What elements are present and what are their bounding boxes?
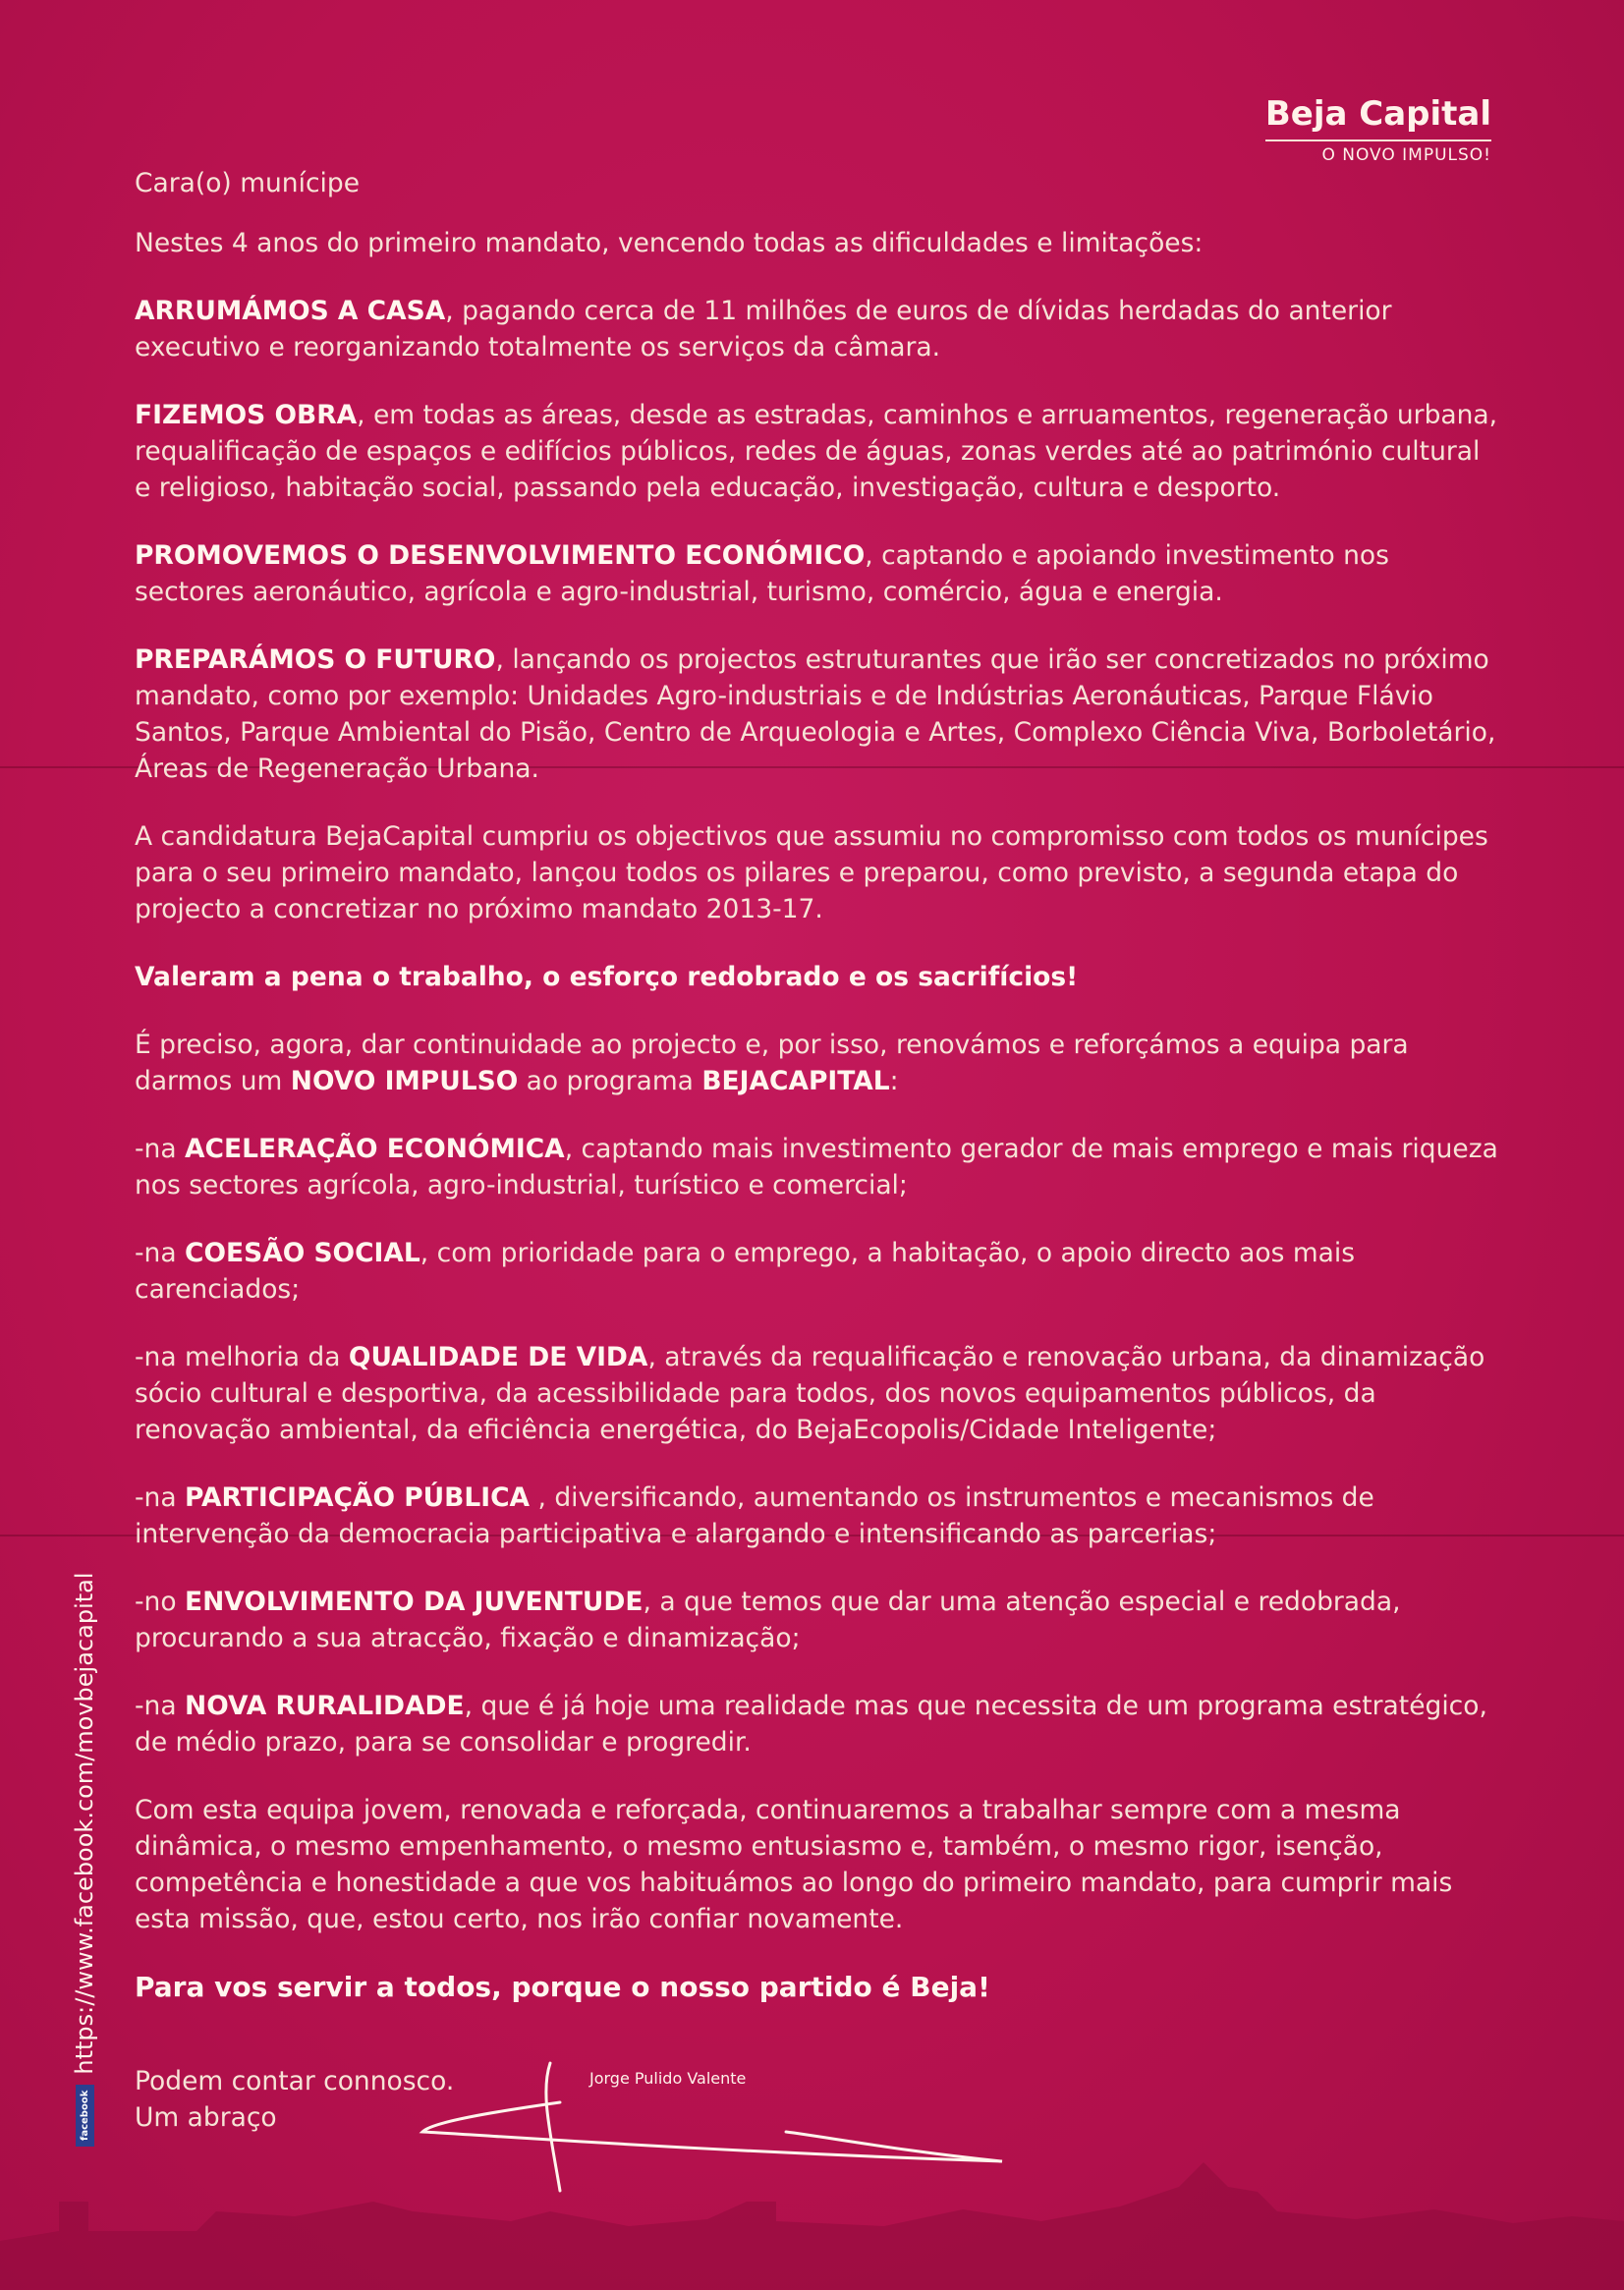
text-futuro: , lançando os projectos estruturantes que irão ser concretizados no próximo mandato, como por exemplo: Unidades Agro-industriais e de Indústrias Aeronáuticas, Parque Flávio Santos, Parque Ambiental do Pisão, Centro de Arqueologia e Artes, Complexo Ciência Viva, Borboletário, Áreas de Regeneração Urbana. xyxy=(135,644,1496,784)
heading-juventude: ENVOLVIMENTO DA JUVENTUDE xyxy=(185,1587,644,1617)
paragraph-futuro xyxy=(135,642,1500,787)
text-continuidade-c: ao programa xyxy=(518,1066,702,1096)
text-coesao: , com prioridade para o emprego, a habitação, o apoio directo aos mais carenciados; xyxy=(135,1238,1356,1305)
heading-coesao: COESÃO SOCIAL xyxy=(185,1238,420,1268)
heading-aceleracao: ACELERAÇÃO ECONÓMICA xyxy=(185,1134,565,1164)
list-item-aceleracao xyxy=(135,1131,1500,1203)
signoff-line-1: Podem contar connosco. xyxy=(135,2066,455,2096)
list-item-ruralidade xyxy=(135,1688,1500,1760)
text-arrumamos: , pagando cerca de 11 milhões de euros de dívidas herdadas do anterior executivo e reorganizando totalmente os serviços da câmara. xyxy=(135,296,1392,363)
greeting: Cara(o) munícipe xyxy=(135,168,361,198)
paragraph-valeram: Valeram a pena o trabalho, o esforço redobrado e os sacrifícios! xyxy=(135,962,1079,992)
text-juventude: , a que temos que dar uma atenção especial e redobrada, procurando a sua atracção, fixação e dinamização; xyxy=(135,1587,1401,1653)
paragraph-continuidade xyxy=(135,1027,1500,1099)
list-item-qualidade xyxy=(135,1339,1500,1448)
text-ruralidade: , que é já hoje uma realidade mas que necessita de um programa estratégico, de médio prazo, para se consolidar e progredir. xyxy=(135,1691,1487,1758)
heading-futuro: PREPARÁMOS O FUTURO xyxy=(135,644,496,675)
list-item-participacao xyxy=(135,1480,1500,1552)
facebook-icon: facebook xyxy=(76,2085,94,2147)
text-aceleracao: , captando mais investimento gerador de mais emprego e mais riqueza nos sectores agrícola, agro-industrial, turístico e comercial; xyxy=(135,1134,1498,1201)
city-skyline-silhouette xyxy=(0,2094,1624,2290)
text-desenvolvimento: , captando e apoiando investimento nos sectores aeronáutico, agrícola e agro-industrial, turismo, comércio, água e energia. xyxy=(135,540,1389,607)
list-prefix: -na melhoria da xyxy=(135,1342,349,1372)
list-prefix: -no xyxy=(135,1587,185,1617)
list-item-coesao xyxy=(135,1235,1500,1308)
list-prefix: -na xyxy=(135,1238,186,1268)
signer-name: Jorge Pulido Valente xyxy=(589,2069,747,2088)
facebook-sidebar xyxy=(71,1572,98,2147)
text-continuidade-a: É preciso, agora, dar continuidade ao projecto e, por isso, renovámos e reforçámos a equipa para darmos um xyxy=(135,1030,1409,1096)
paragraph-equipa: Com esta equipa jovem, renovada e reforçada, continuaremos a trabalhar sempre com a mesma dinâmica, o mesmo empenhamento, o mesmo entusiasmo e, também, o mesmo rigor, isenção, competência e honestidade a que vos habituámos ao longo do primeiro mandato, para cumprir mais esta missão, que, estou certo, nos irão confiar novamente. xyxy=(135,1795,1453,1934)
heading-desenvolvimento: PROMOVEMOS O DESENVOLVIMENTO ECONÓMICO xyxy=(135,540,866,571)
heading-participacao: PARTICIPAÇÃO PÚBLICA xyxy=(185,1482,531,1513)
brand-title: Beja Capital xyxy=(1265,94,1491,141)
list-item-juventude xyxy=(135,1584,1500,1656)
list-prefix: -na xyxy=(135,1134,186,1164)
paragraph-arrumamos xyxy=(135,293,1500,365)
text-fizemos-obra: , em todas as áreas, desde as estradas, caminhos e arruamentos, regeneração urbana, requalificação de espaços e edifícios públicos, redes de águas, zonas verdes até ao património cultural e religioso, habitação social, passando pela educação, investigação, cultura e desporto. xyxy=(135,400,1498,503)
text-participacao: , diversificando, aumentando os instrumentos e mecanismos de intervenção da democracia participativa e alargando e intensificando as parcerias; xyxy=(135,1482,1374,1549)
paragraph-candidatura: A candidatura BejaCapital cumpriu os objectivos que assumiu no compromisso com todos os munícipes para o seu primeiro mandato, lançou todos os pilares e preparou, como previsto, a segunda etapa do projecto a concretizar no próximo mandato 2013-17. xyxy=(135,821,1488,924)
intro-paragraph: Nestes 4 anos do primeiro mandato, vencendo todas as dificuldades e limitações: xyxy=(135,228,1204,258)
text-continuidade-d: : xyxy=(889,1066,899,1096)
paragraph-fizemos-obra xyxy=(135,397,1500,506)
brand-subtitle: O NOVO IMPULSO! xyxy=(1321,145,1491,165)
highlight-novo-impulso: NOVO IMPULSO xyxy=(290,1066,519,1096)
heading-arrumamos: ARRUMÁMOS A CASA xyxy=(135,296,446,326)
letter-body xyxy=(135,165,1500,2037)
heading-ruralidade: NOVA RURALIDADE xyxy=(185,1691,465,1721)
facebook-url[interactable]: https://www.facebook.com/movbejacapital xyxy=(71,1572,98,2075)
signoff-line-2: Um abraço xyxy=(135,2102,277,2133)
closing-statement: Para vos servir a todos, porque o nosso partido é Beja! xyxy=(135,1971,990,2003)
text-qualidade: , através da requalificação e renovação urbana, da dinamização sócio cultural e desportiva, da acessibilidade para todos, dos novos equipamentos públicos, da renovação ambiental, da eficiência energética, do BejaEcopolis/Cidade Inteligente; xyxy=(135,1342,1485,1445)
heading-qualidade: QUALIDADE DE VIDA xyxy=(348,1342,648,1372)
paragraph-desenvolvimento xyxy=(135,537,1500,610)
list-prefix: -na xyxy=(135,1482,186,1513)
heading-fizemos-obra: FIZEMOS OBRA xyxy=(135,400,358,430)
list-prefix: -na xyxy=(135,1691,186,1721)
brand-logo xyxy=(1265,94,1491,165)
highlight-bejacapital: BEJACAPITAL xyxy=(701,1066,890,1096)
